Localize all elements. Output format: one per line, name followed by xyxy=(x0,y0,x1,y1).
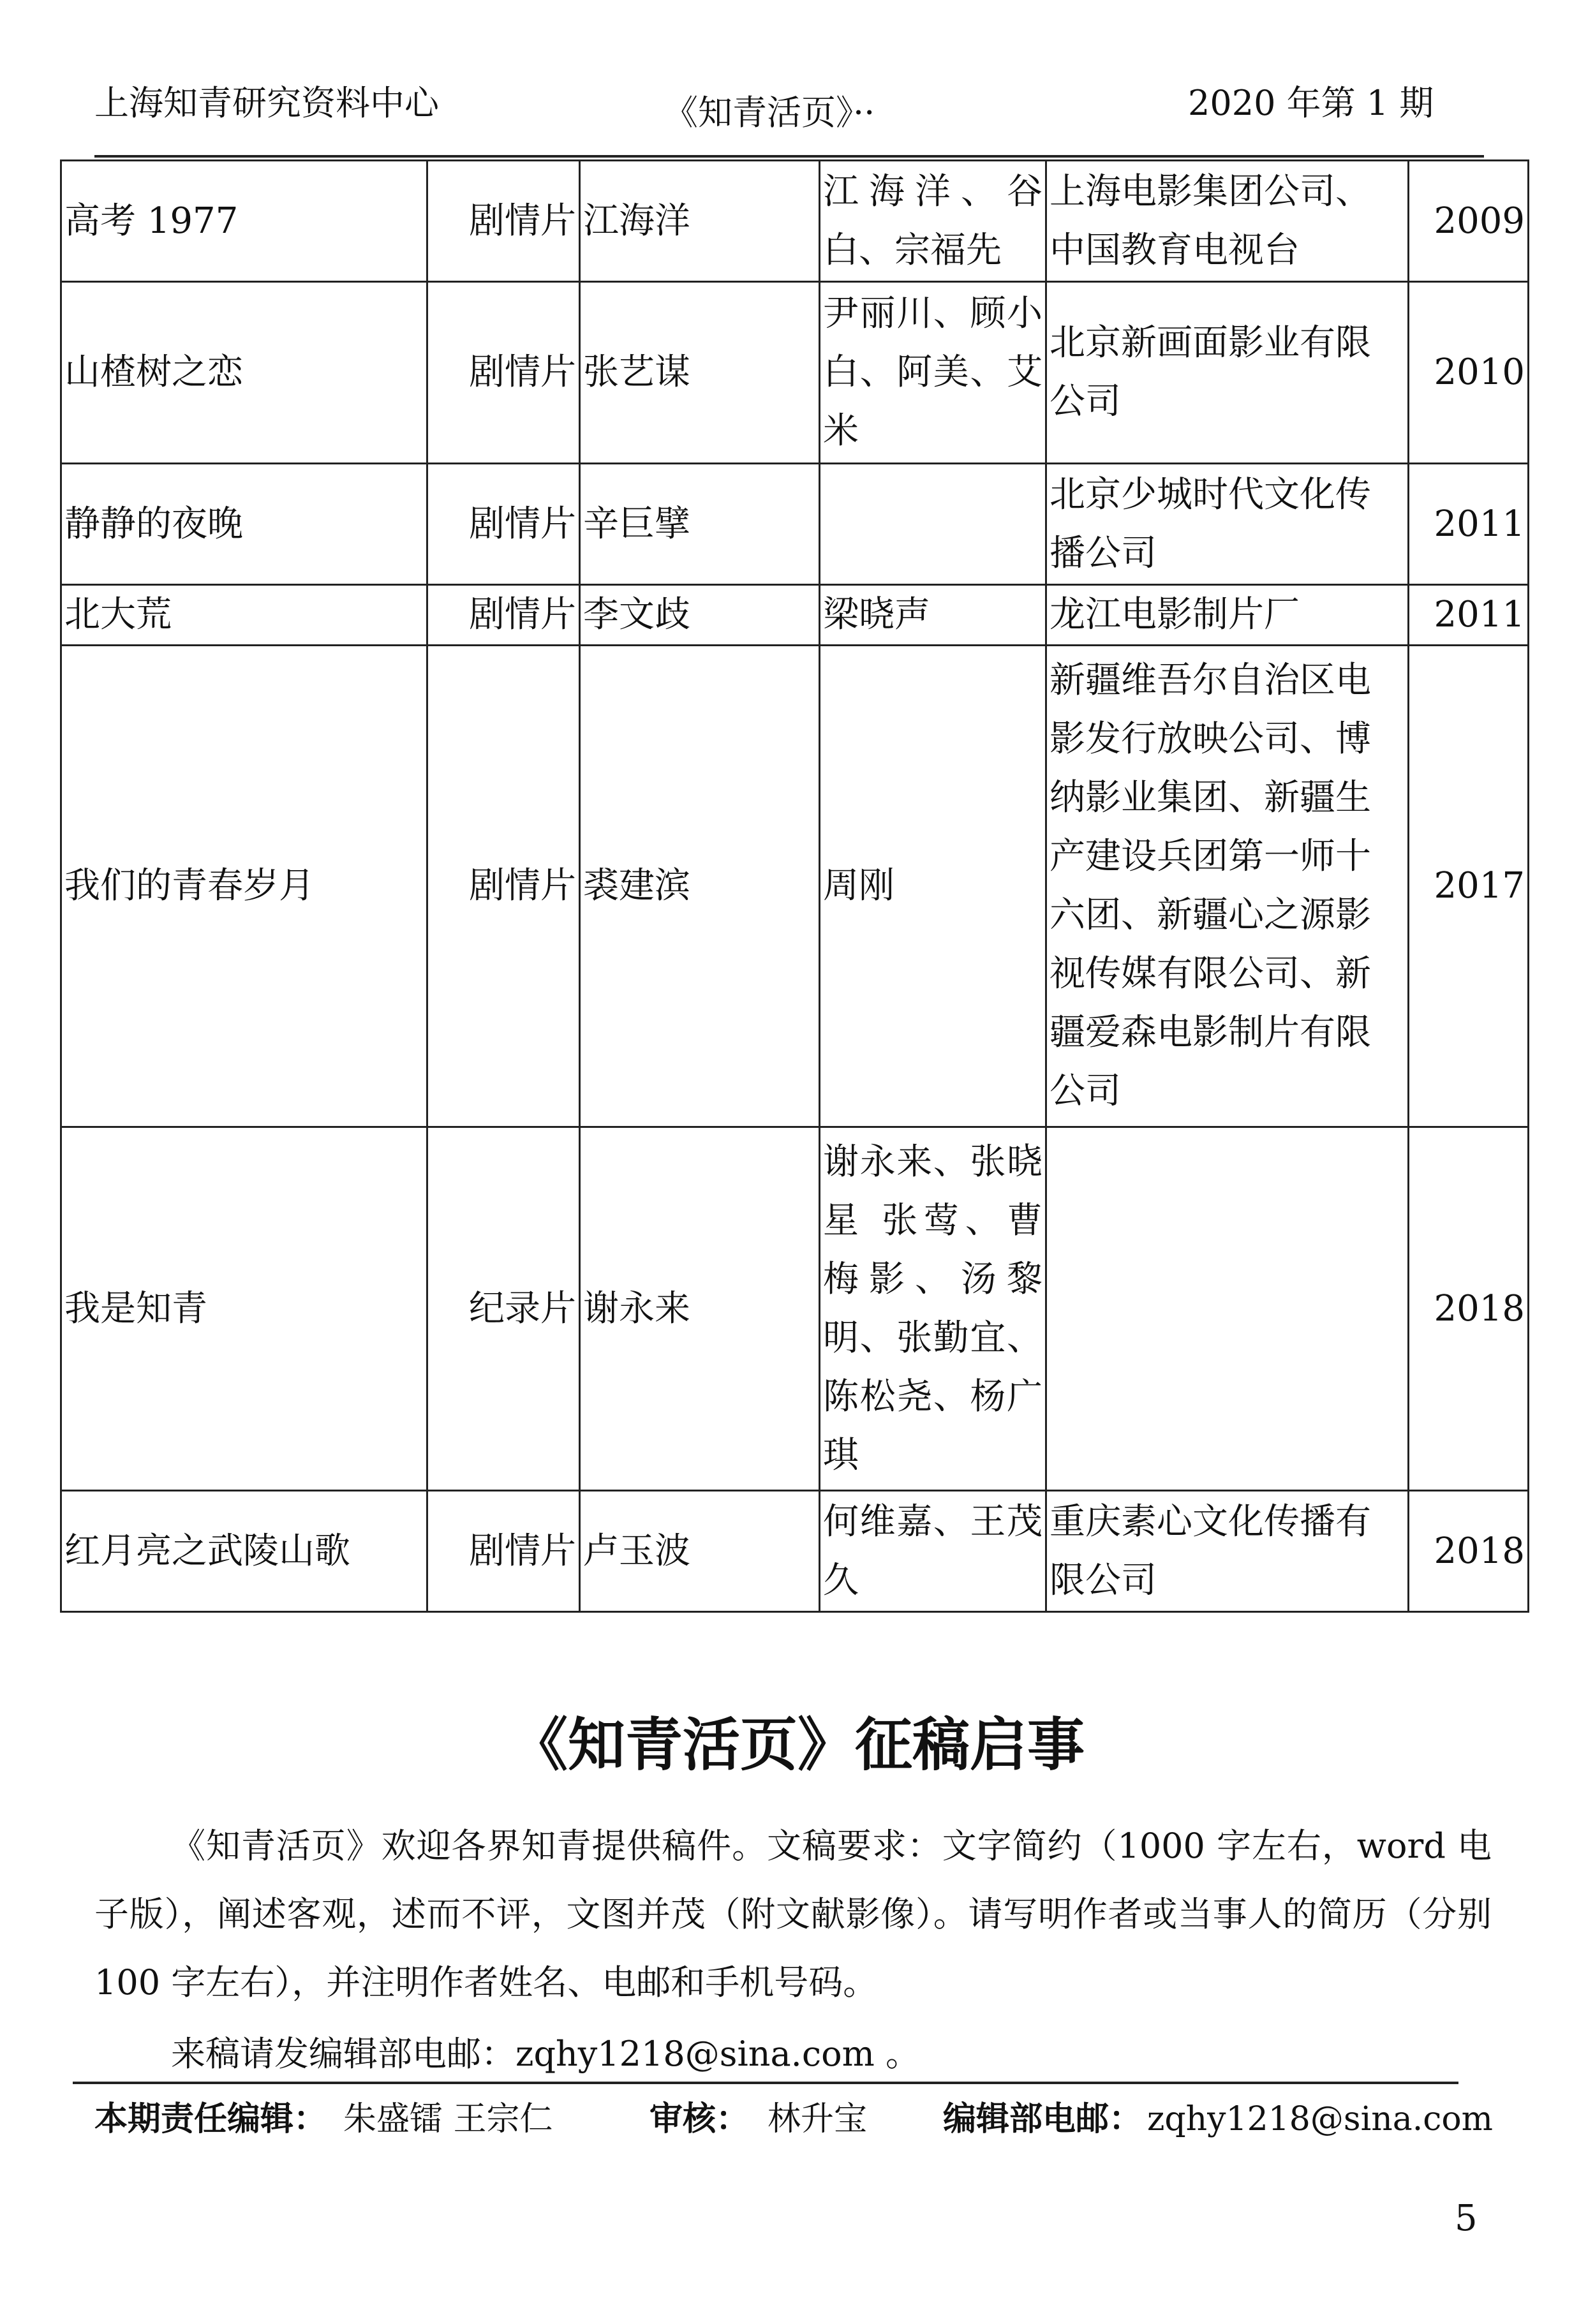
film-producer: 龙江电影制片厂 xyxy=(1046,585,1409,646)
film-producer: 北京新画面影业有限公司 xyxy=(1046,282,1409,464)
film-director: 辛巨擘 xyxy=(580,464,820,585)
film-director: 李文歧 xyxy=(580,585,820,646)
table-row xyxy=(61,464,1529,585)
header-issue: 2020 年第 1 期 xyxy=(1188,83,1434,123)
film-title: 静静的夜晚 xyxy=(61,464,427,585)
header-org: 上海知青研究资料中心 xyxy=(94,83,439,123)
review-label: 审核： xyxy=(649,2100,750,2138)
film-director: 谢永来 xyxy=(580,1127,820,1491)
table-row xyxy=(61,585,1529,646)
film-cast: 周刚 xyxy=(820,646,1046,1127)
film-title: 北大荒 xyxy=(61,585,427,646)
film-producer: 上海电影集团公司、中国教育电视台 xyxy=(1046,161,1409,282)
film-title: 我是知青 xyxy=(61,1127,427,1491)
film-producer xyxy=(1046,1127,1409,1491)
film-year: 2017 xyxy=(1409,646,1529,1127)
film-cast: 尹丽川、顾小白、阿美、艾米 xyxy=(820,282,1046,464)
header-publication: 《知青活页》·· xyxy=(664,93,875,133)
email-label: 编辑部电邮： xyxy=(943,2100,1143,2138)
film-cast: 谢永来、张晓星 张莺、曹梅影、汤黎明、张勤宜、陈松尧、杨广琪 xyxy=(820,1127,1046,1491)
header-rule xyxy=(94,155,1484,158)
notice-submit-line: 来稿请发编辑部电邮：zqhy1218@sina.com 。 xyxy=(171,2034,920,2074)
film-director: 张艺谋 xyxy=(580,282,820,464)
notice-body: 《知青活页》欢迎各界知青提供稿件。文稿要求：文字简约（1000 字左右，word 电子版），阐述客观，述而不评，文图并茂（附文献影像）。请写明作者或当事人的简历（分别 100 字左右），并注明作者姓名、电邮和手机号码。 xyxy=(94,1826,1492,2002)
editor-names: 朱盛镭 王宗仁 xyxy=(343,2100,553,2138)
film-director: 卢玉波 xyxy=(580,1491,820,1612)
film-title: 红月亮之武陵山歌 xyxy=(61,1491,427,1612)
table-row xyxy=(61,1491,1529,1612)
film-year: 2018 xyxy=(1409,1127,1529,1491)
film-year: 2011 xyxy=(1409,464,1529,585)
film-year: 2009 xyxy=(1409,161,1529,282)
film-cast: 何维嘉、王茂久 xyxy=(820,1491,1046,1612)
editor-label: 本期责任编辑： xyxy=(94,2100,327,2138)
film-producer: 新疆维吾尔自治区电影发行放映公司、博纳影业集团、新疆生产建设兵团第一师十六团、新疆心之源影视传媒有限公司、新疆爱森电影制片有限公司 xyxy=(1046,646,1409,1127)
film-director: 江海洋 xyxy=(580,161,820,282)
film-year: 2011 xyxy=(1409,585,1529,646)
notice-title: 《知青活页》征稿启事 xyxy=(510,1711,1085,1779)
table-row xyxy=(61,1127,1529,1491)
table-row xyxy=(61,646,1529,1127)
film-table xyxy=(60,159,1529,1613)
film-producer: 北京少城时代文化传播公司 xyxy=(1046,464,1409,585)
film-producer: 重庆素心文化传播有限公司 xyxy=(1046,1491,1409,1612)
film-type: 剧情片 xyxy=(427,464,580,585)
film-type: 剧情片 xyxy=(427,585,580,646)
film-title: 山楂树之恋 xyxy=(61,282,427,464)
film-type: 剧情片 xyxy=(427,161,580,282)
film-type: 剧情片 xyxy=(427,646,580,1127)
film-year: 2010 xyxy=(1409,282,1529,464)
film-type: 剧情片 xyxy=(427,1491,580,1612)
email: zqhy1218@sina.com xyxy=(1147,2100,1493,2138)
film-type: 纪录片 xyxy=(427,1127,580,1491)
film-year: 2018 xyxy=(1409,1491,1529,1612)
page-number: 5 xyxy=(1455,2198,1478,2239)
table-row xyxy=(61,161,1529,282)
film-director: 裘建滨 xyxy=(580,646,820,1127)
film-type: 剧情片 xyxy=(427,282,580,464)
table-row xyxy=(61,282,1529,464)
footer-rule xyxy=(73,2082,1458,2084)
film-cast xyxy=(820,464,1046,585)
footer xyxy=(94,2087,1498,2151)
film-cast: 梁晓声 xyxy=(820,585,1046,646)
film-cast: 江海洋、谷白、宗福先 xyxy=(820,161,1046,282)
film-title: 我们的青春岁月 xyxy=(61,646,427,1127)
film-title: 高考 1977 xyxy=(61,161,427,282)
review-name: 林升宝 xyxy=(768,2100,868,2138)
